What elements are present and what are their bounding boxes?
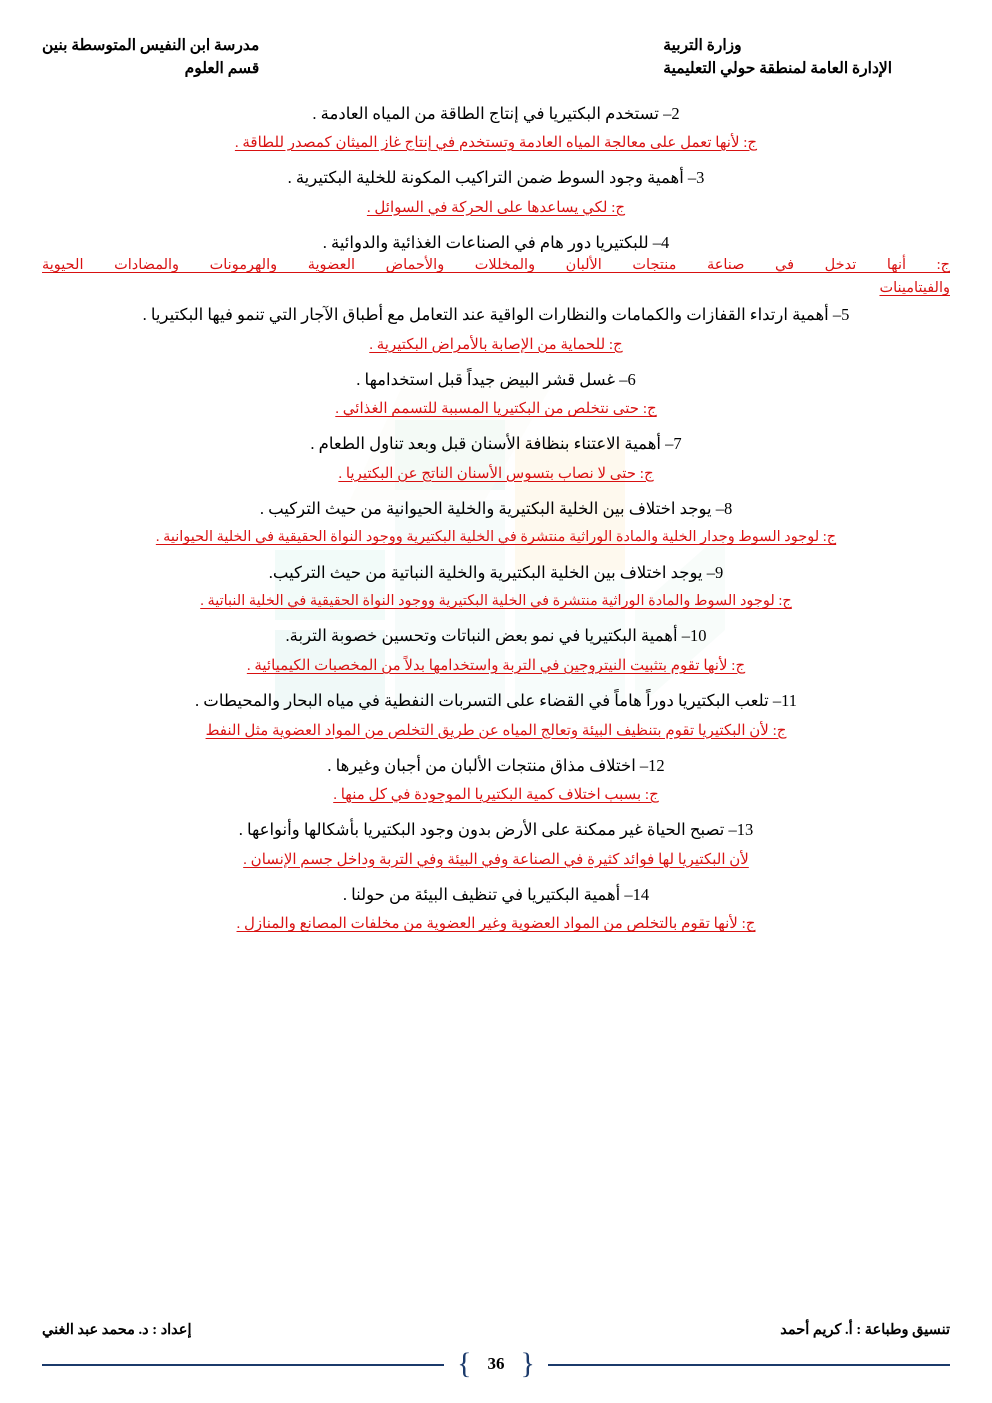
question-text: 4– للبكتيريا دور هام في الصناعات الغذائية والدوائية .	[322, 232, 670, 252]
question-text: 14– أهمية البكتيريا في تنظيف البيئة من حولنا .	[342, 884, 650, 904]
qa-item	[42, 298, 950, 362]
question-text: 8– يوجد اختلاف بين الخلية البكتيرية والخلية الحيوانية من حيث التركيب .	[259, 498, 733, 518]
answer-wrap	[42, 523, 950, 554]
qa-item	[42, 556, 950, 619]
qa-item	[42, 226, 950, 298]
answer-text: ج: لأنها تقوم بالتخلص من المواد العضوية وغير العضوية من مخلفات المصانع والمنازل .	[236, 916, 756, 933]
answer-wrap	[42, 459, 950, 491]
question-body: غسل قشر البيض جيداً قبل استخدامها .	[356, 369, 616, 389]
answer-text: ج: أنها تدخل في صناعة منتجات الألبان والمخللات والأحماض العضوية والهرمونات والمضادات الحيوية	[42, 257, 950, 274]
question-text: 11– تلعب البكتيريا دوراً هاماً في القضاء على التسربات النفطية في مياه البحار والمحيطات .	[195, 690, 797, 710]
answer-text: ج: بسبب اختلاف كمية البكتيريا الموجودة في كل منها .	[333, 787, 659, 804]
qa-list	[42, 97, 950, 942]
question-text: 9– يوجد اختلاف بين الخلية البكتيرية والخلية النباتية من حيث التركيب.	[268, 562, 724, 582]
header-department: قسم العلوم	[184, 60, 260, 78]
question-body: أهمية ارتداء القفازات والكمامات والنظارات الواقية عند التعامل مع أطباق الآجار التي تنمو فيها البكتيريا .	[142, 305, 829, 325]
page-number-bar	[42, 1347, 950, 1381]
question-body: يوجد اختلاف بين الخلية البكتيرية والخلية الحيوانية من حيث التركيب .	[259, 498, 712, 518]
answer-wrap	[42, 257, 950, 297]
page-number: 36	[487, 1354, 505, 1373]
header-school-block	[42, 34, 259, 81]
brace-right-icon: }	[457, 1347, 472, 1380]
question-number: 11	[781, 690, 797, 710]
question-number: 2	[671, 103, 680, 123]
answer-text: ج: لوجود السوط وجدار الخلية والمادة الوراثية منتشرة في الخلية البكتيرية ووجود النواة الحقيقية في الخلية الحيوانية .	[155, 529, 837, 546]
header-ministry: وزارة التربية	[663, 37, 742, 54]
question-number: 5	[841, 305, 850, 325]
qa-item	[42, 749, 950, 813]
question-body: أهمية الاعتناء بنظافة الأسنان قبل وبعد تناول الطعام .	[310, 434, 661, 454]
question-number: 8	[723, 498, 733, 518]
answer-wrap	[42, 193, 950, 225]
footer-rule-right	[548, 1364, 950, 1366]
question-number: 12	[648, 755, 665, 775]
qa-item	[42, 363, 950, 427]
document-footer	[42, 1322, 950, 1381]
footer-typing-by: تنسيق وطباعة : أ. كريم أحمد	[780, 1322, 950, 1338]
question-number: 3	[696, 168, 705, 188]
footer-prepared-by: إعداد : د. محمد عبد الغني	[42, 1322, 192, 1338]
answer-text: ج: حتى نتخلص من البكتيريا المسببة للتسمم الغذائي .	[335, 401, 657, 418]
answer-text: ج: لأنها تقوم بتثبيت النيتروجين في التربة واستخدامها بدلاً من المخصبات الكيميائية .	[246, 657, 746, 674]
question-number: 9	[715, 562, 724, 582]
qa-item	[42, 161, 950, 225]
question-number: 13	[736, 820, 754, 840]
header-school-name: مدرسة ابن النفيس المتوسطة بنين	[42, 37, 260, 54]
answer-wrap	[42, 394, 950, 426]
answer-wrap	[42, 330, 950, 362]
question-text: 12– اختلاف مذاق منتجات الألبان من أجبان وغيرها .	[327, 755, 665, 775]
qa-item	[42, 97, 950, 161]
question-text: 3– أهمية وجود السوط ضمن التراكيب المكونة للخلية البكتيرية .	[287, 168, 705, 188]
question-body: يوجد اختلاف بين الخلية البكتيرية والخلية النباتية من حيث التركيب.	[268, 562, 703, 582]
answer-text-continued: والفيتامينات	[879, 280, 950, 297]
document-header	[42, 34, 950, 81]
question-text: 10– أهمية البكتيريا في نمو بعض النباتات وتحسين خصوبة التربة.	[285, 626, 707, 646]
answer-text: ج: للحماية من الإصابة بالأمراض البكتيرية .	[369, 336, 623, 353]
question-number: 10	[689, 626, 707, 646]
answer-wrap	[42, 651, 950, 683]
question-body: أهمية البكتيريا في نمو بعض النباتات وتحسين خصوبة التربة.	[285, 626, 678, 646]
question-number: 6	[627, 369, 636, 389]
question-body: تصبح الحياة غير ممكنة على الأرض بدون وجود البكتيريا بأشكالها وأنواعها .	[238, 820, 725, 840]
question-body: تستخدم البكتيريا في إنتاج الطاقة من المياه العادمة .	[312, 103, 659, 123]
question-text: 5– أهمية ارتداء القفازات والكمامات والنظارات الواقية عند التعامل مع أطباق الآجار التي تنمو فيها البكتيريا .	[142, 305, 850, 325]
question-text: 2– تستخدم البكتيريا في إنتاج الطاقة من المياه العادمة .	[312, 103, 680, 123]
answer-text: ج: حتى لا نصاب بتسوس الأسنان الناتج عن البكتيريا .	[338, 465, 654, 482]
footer-rule-left	[42, 1364, 444, 1366]
brace-left-icon: {	[520, 1347, 535, 1380]
answer-text: لأن البكتيريا لها فوائد كثيرة في الصناعة وفي البيئة وفي التربة وداخل جسم الإنسان .	[243, 851, 749, 868]
qa-item	[42, 878, 950, 942]
question-body: للبكتيريا دور هام في الصناعات الغذائية والدوائية .	[322, 232, 649, 252]
header-directorate: الإدارة العامة لمنطقة حولي التعليمية	[663, 60, 892, 78]
question-number: 14	[632, 884, 650, 904]
question-text: 6– غسل قشر البيض جيداً قبل استخدامها .	[356, 369, 636, 389]
answer-wrap	[42, 716, 950, 748]
answer-text: ج: لأنها تعمل على معالجة المياه العادمة وتستخدم في إنتاج غاز الميثان كمصدر للطاقة .	[234, 135, 758, 152]
answer-wrap	[42, 587, 950, 618]
qa-item	[42, 427, 950, 491]
answer-wrap	[42, 845, 950, 877]
question-body: تلعب البكتيريا دوراً هاماً في القضاء على التسربات النفطية في مياه البحار والمحيطات .	[195, 690, 769, 710]
answer-wrap	[42, 909, 950, 941]
answer-wrap	[42, 128, 950, 160]
question-number: 4	[661, 232, 670, 252]
header-ministry-block	[663, 34, 950, 81]
answer-wrap	[42, 780, 950, 812]
question-text: 7– أهمية الاعتناء بنظافة الأسنان قبل وبعد تناول الطعام .	[310, 434, 682, 454]
qa-item	[42, 619, 950, 683]
question-body: أهمية البكتيريا في تنظيف البيئة من حولنا .	[342, 884, 621, 904]
answer-text: ج: لأن البكتيريا تقوم بتنظيف البيئة وتعالج المياه عن طريق التخلص من المواد العضوية مثل النفط	[205, 722, 787, 739]
question-text: 13– تصبح الحياة غير ممكنة على الأرض بدون وجود البكتيريا بأشكالها وأنواعها .	[238, 820, 754, 840]
answer-text: ج: لكي يساعدها على الحركة في السوائل .	[366, 199, 626, 216]
footer-credits	[42, 1322, 950, 1347]
question-body: أهمية وجود السوط ضمن التراكيب المكونة للخلية البكتيرية .	[287, 168, 684, 188]
qa-item	[42, 684, 950, 748]
qa-item	[42, 492, 950, 555]
question-body: اختلاف مذاق منتجات الألبان من أجبان وغيرها .	[327, 755, 636, 775]
qa-item	[42, 813, 950, 877]
question-number: 7	[673, 434, 682, 454]
answer-text: ج: لوجود السوط والمادة الوراثية منتشرة في الخلية البكتيرية ووجود النواة الحقيقية في الخلية النباتية .	[200, 593, 792, 610]
